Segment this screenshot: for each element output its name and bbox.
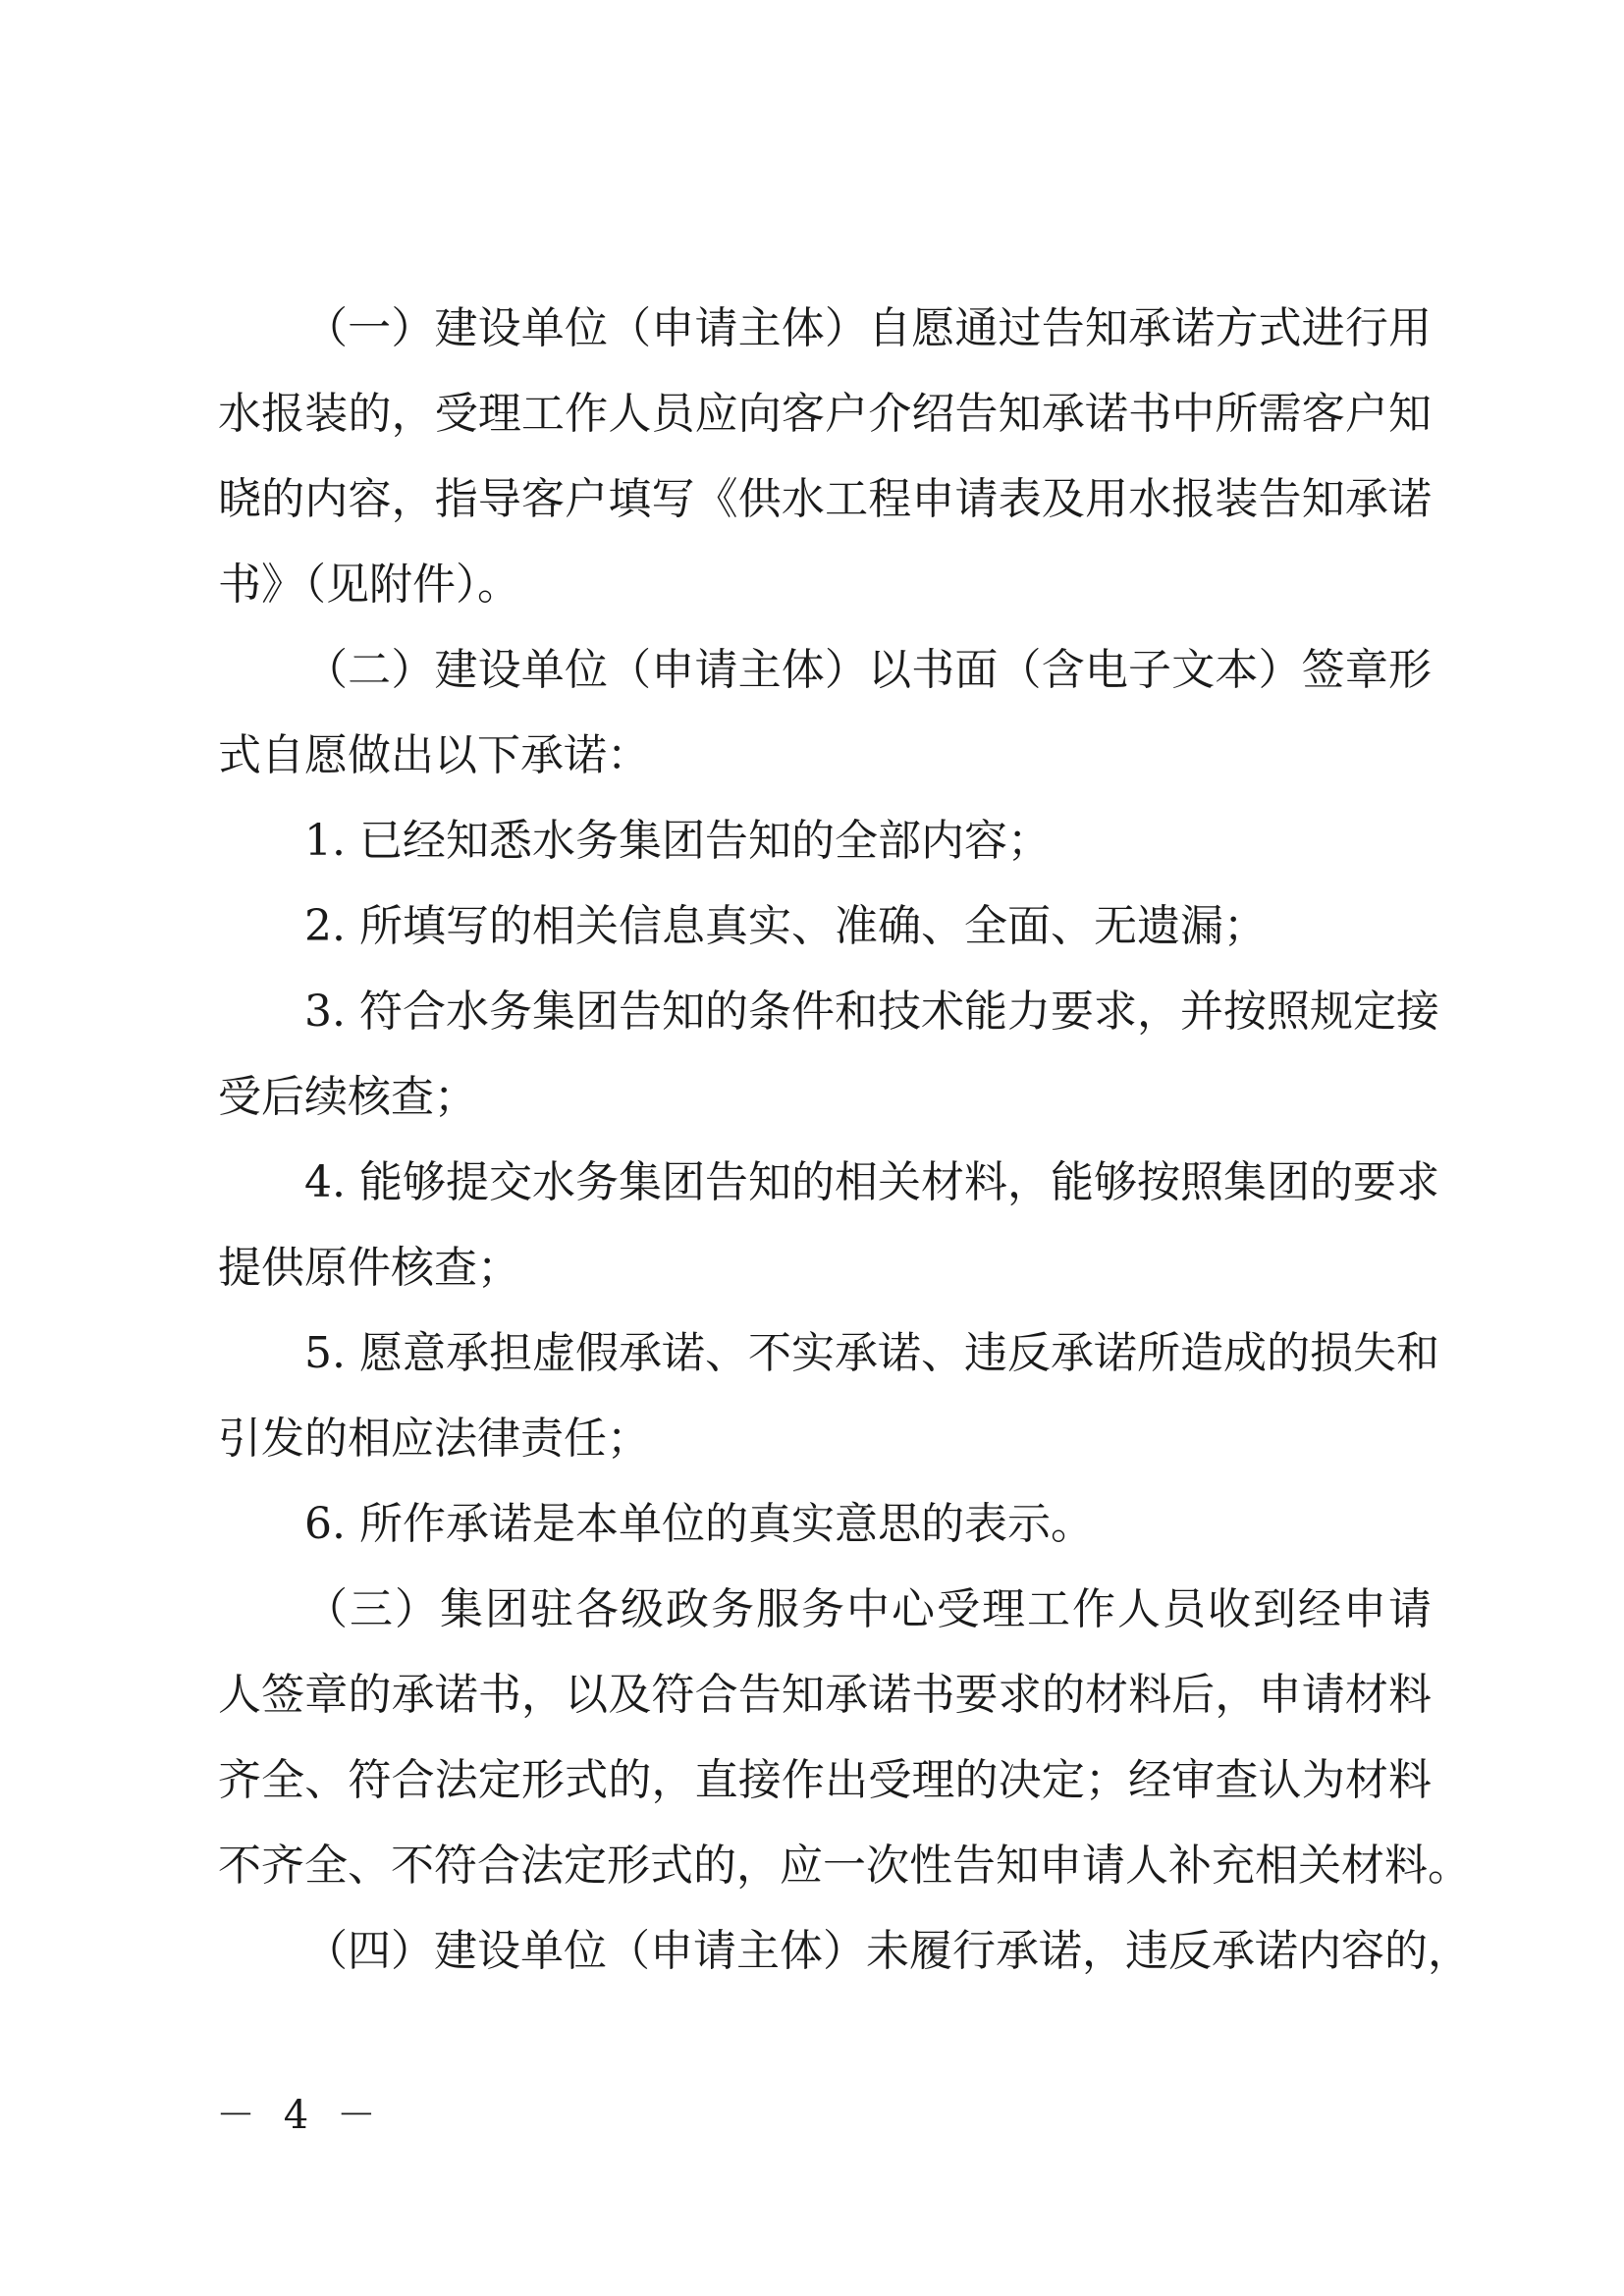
list-item-line: 6. 所作承诺是本单位的真实意思的表示。 [304, 1499, 1094, 1549]
paragraph-line: 书》（见附件）。 [218, 560, 520, 610]
list-item-line: 5. 愿意承担虚假承诺、不实承诺、违反承诺所造成的损失和 [304, 1328, 1439, 1378]
paragraph-line: （二）建设单位（申请主体）以书面（含电子文本）签章形 [304, 645, 1432, 695]
list-item-line: 2. 所填写的相关信息真实、准确、全面、无遗漏； [304, 901, 1267, 951]
paragraph-line: （三）集团驻各级政务服务中心受理工作人员收到经申请 [304, 1584, 1432, 1634]
list-item-line: 3. 符合水务集团告知的条件和技术能力要求，并按照规定接 [304, 987, 1439, 1037]
page-number: － 4 － [216, 2093, 384, 2138]
paragraph-line: 水报装的，受理工作人员应向客户介绍告知承诺书中所需客户知 [218, 389, 1432, 439]
paragraph-line: 人签章的承诺书，以及符合告知承诺书要求的材料后，申请材料 [218, 1670, 1432, 1720]
list-item-line: 受后续核查； [218, 1072, 477, 1122]
paragraph-line: 齐全、符合法定形式的，直接作出受理的决定；经审查认为材料 [218, 1755, 1432, 1805]
paragraph-line: （四）建设单位（申请主体）未履行承诺，违反承诺内容的， [304, 1926, 1471, 1976]
list-item-line: 1. 已经知悉水务集团告知的全部内容； [304, 816, 1051, 866]
paragraph-line: （一）建设单位（申请主体）自愿通过告知承诺方式进行用 [304, 303, 1432, 353]
list-item-line: 提供原件核查； [218, 1243, 520, 1293]
paragraph-line: 不齐全、不符合法定形式的，应一次性告知申请人补充相关材料。 [218, 1841, 1471, 1891]
list-item-line: 引发的相应法律责任； [218, 1414, 650, 1464]
paragraph-line: 式自愿做出以下承诺： [218, 730, 650, 780]
paragraph-line: 晓的内容，指导客户填写《供水工程申请表及用水报装告知承诺 [218, 474, 1432, 524]
list-item-line: 4. 能够提交水务集团告知的相关材料，能够按照集团的要求 [304, 1157, 1439, 1207]
